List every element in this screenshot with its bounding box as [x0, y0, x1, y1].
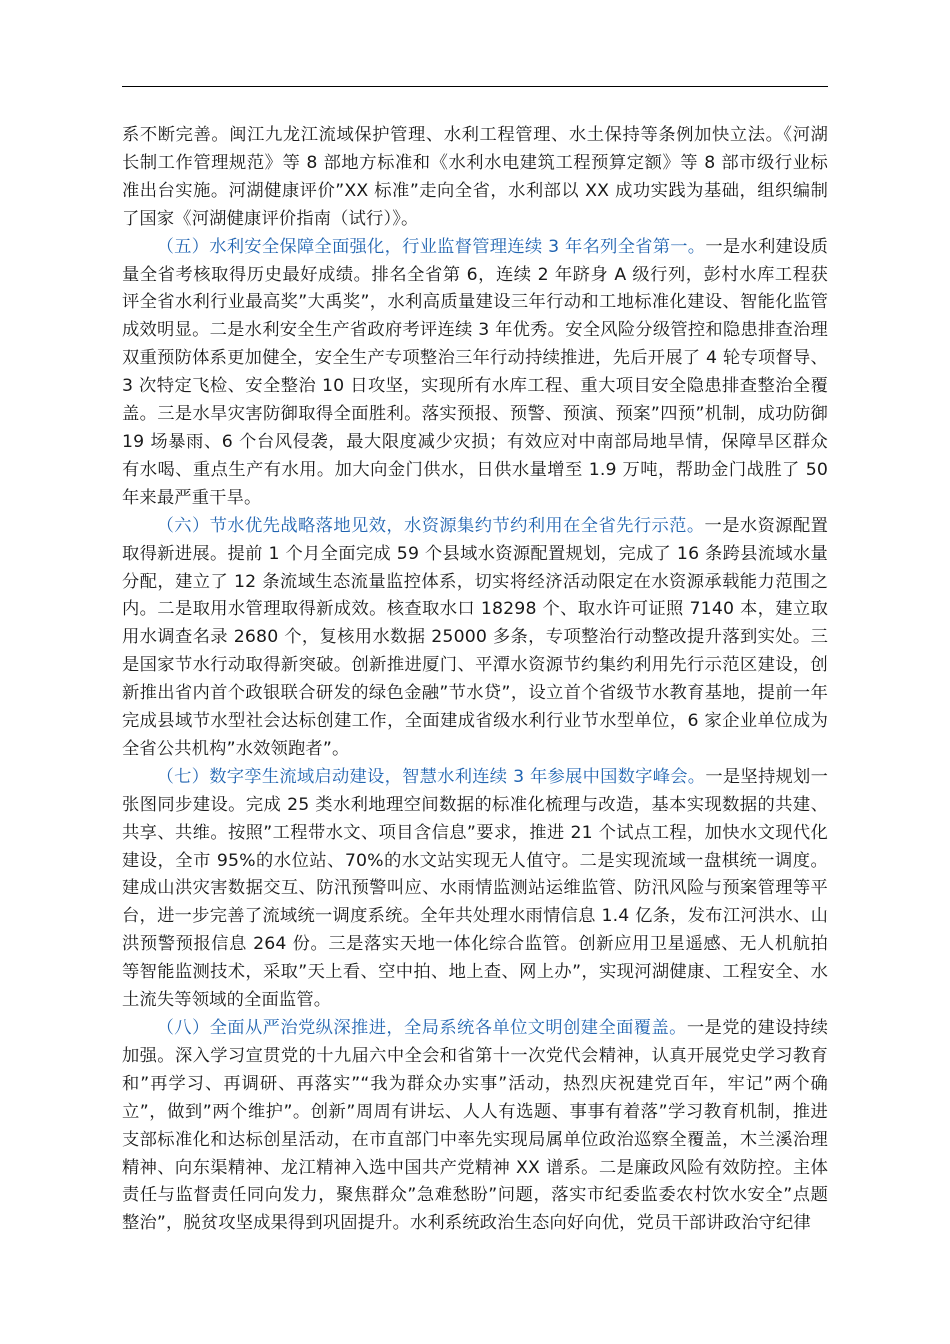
paragraph-section-7 — [122, 764, 828, 1015]
paragraph-section-5 — [122, 234, 828, 513]
section-heading: （七）数字孪生流域启动建设，智慧水利连续 3 年参展中国数字峰会。 — [156, 766, 706, 787]
paragraph-continuation — [122, 122, 828, 234]
paragraph-text: 一是党的建设持续加强。深入学习宣贯党的十九届六中全会和省第十一次党代会精神，认真开展党史学习教育和”再学习、再调研、再落实”“我为群众办实事”活动，热烈庆祝建党百年，牢记”两个确立”，做到”两个维护”。创新”周周有讲坛、人人有选题、事事有着落”学习教育机制，推进支部标准化和达标创星活动，在市直部门中率先实现局属单位政治巡察全覆盖，木兰溪治理精神、向东渠精神、龙江精神入选中国共产党精神 XX 谱系。二是廉政风险有效防控。主体责任与监督责任同向发力，聚焦群众”急难愁盼”问题，落实市纪委监委农村饮水安全”点题整治”，脱贫攻坚成果得到巩固提升。水利系统政治生态向好向优，党员干部讲政治守纪律 — [122, 1018, 828, 1234]
header-rule — [122, 86, 828, 87]
section-heading: （五）水利安全保障全面强化，行业监督管理连续 3 年名列全省第一。 — [156, 236, 706, 257]
paragraph-text: 一是坚持规划一张图同步建设。完成 25 类水利地理空间数据的标准化梳理与改造，基本实现数据的共建、共享、共维。按照”工程带水文、项目含信息”要求，推进 21 个试点工程，加快水文现代化建设，全市 95%的水位站、70%的水文站实现无人值守。二是实现流域一盘棋统一调度。建成山洪灾害数据交互、防汛预警叫应、水雨情监测站运维监管、防汛风险与预案管理等平台，进一步完善了流域统一调度系统。全年共处理水雨情信息 1.4 亿条，发布江河洪水、山洪预警预报信息 264 份。三是落实天地一体化综合监管。创新应用卫星遥感、无人机航拍等智能监测技术，采取”天上看、空中拍、地上查、网上办”，实现河湖健康、工程安全、水土流失等领域的全面监管。 — [122, 766, 828, 1011]
paragraph-section-6 — [122, 513, 828, 764]
paragraph-text: 一是水资源配置取得新进展。提前 1 个月全面完成 59 个县域水资源配置规划，完成了 16 条跨县流域水量分配，建立了 12 条流域生态流量监控体系，切实将经济活动限定在水资源承载能力范围之内。二是取用水管理取得新成效。核查取水口 18298 个、取水许可证照 7140 本，建立取用水调查名录 2680 个，复核用水数据 25000 多条，专项整治行动整改提升落到实处。三是国家节水行动取得新突破。创新推进厦门、平潭水资源节约集约利用先行示范区建设，创新推出省内首个政银联合研发的绿色金融”节水贷”，设立首个省级节水教育基地，提前一年完成县域节水型社会达标创建工作，全面建成省级水利行业节水型单位，6 家企业单位成为全省公共机构”水效领跑者”。 — [122, 515, 828, 759]
paragraph-text: 一是水利建设质量全省考核取得历史最好成绩。排名全省第 6，连续 2 年跻身 A 级行列，彭村水库工程获评全省水利行业最高奖”大禹奖”，水利高质量建设三年行动和工地标准化建设、智能化监管成效明显。二是水利安全生产省政府考评连续 3 年优秀。安全风险分级管控和隐患排查治理双重预防体系更加健全，安全生产专项整治三年行动持续推进，先后开展了 4 轮专项督导、3 次特定飞检、安全整治 10 日攻坚，实现所有水库工程、重大项目安全隐患排查整治全覆盖。三是水旱灾害防御取得全面胜利。落实预报、预警、预演、预案”四预”机制，成功防御 19 场暴雨、6 个台风侵袭，最大限度减少灾损；有效应对中南部局地旱情，保障旱区群众有水喝、重点生产有水用。加大向金门供水，日供水量增至 1.9 万吨，帮助金门战胜了 50 年来最严重干旱。 — [122, 236, 828, 508]
paragraph-section-8 — [122, 1015, 828, 1238]
paragraph-text: 系不断完善。闽江九龙江流域保护管理、水利工程管理、水土保持等条例加快立法。《河湖长制工作管理规范》等 8 部地方标准和《水利水电建筑工程预算定额》等 8 部市级行业标准出台实施。河湖健康评价”XX 标准”走向全省，水利部以 XX 成功实践为基础，组织编制了国家《河湖健康评价指南（试行）》。 — [122, 125, 828, 229]
document-body — [122, 122, 828, 1238]
section-heading: （八）全面从严治党纵深推进，全局系统各单位文明创建全面覆盖。 — [156, 1018, 687, 1038]
section-heading: （六）节水优先战略落地见效，水资源集约节约利用在全省先行示范。 — [156, 515, 705, 536]
